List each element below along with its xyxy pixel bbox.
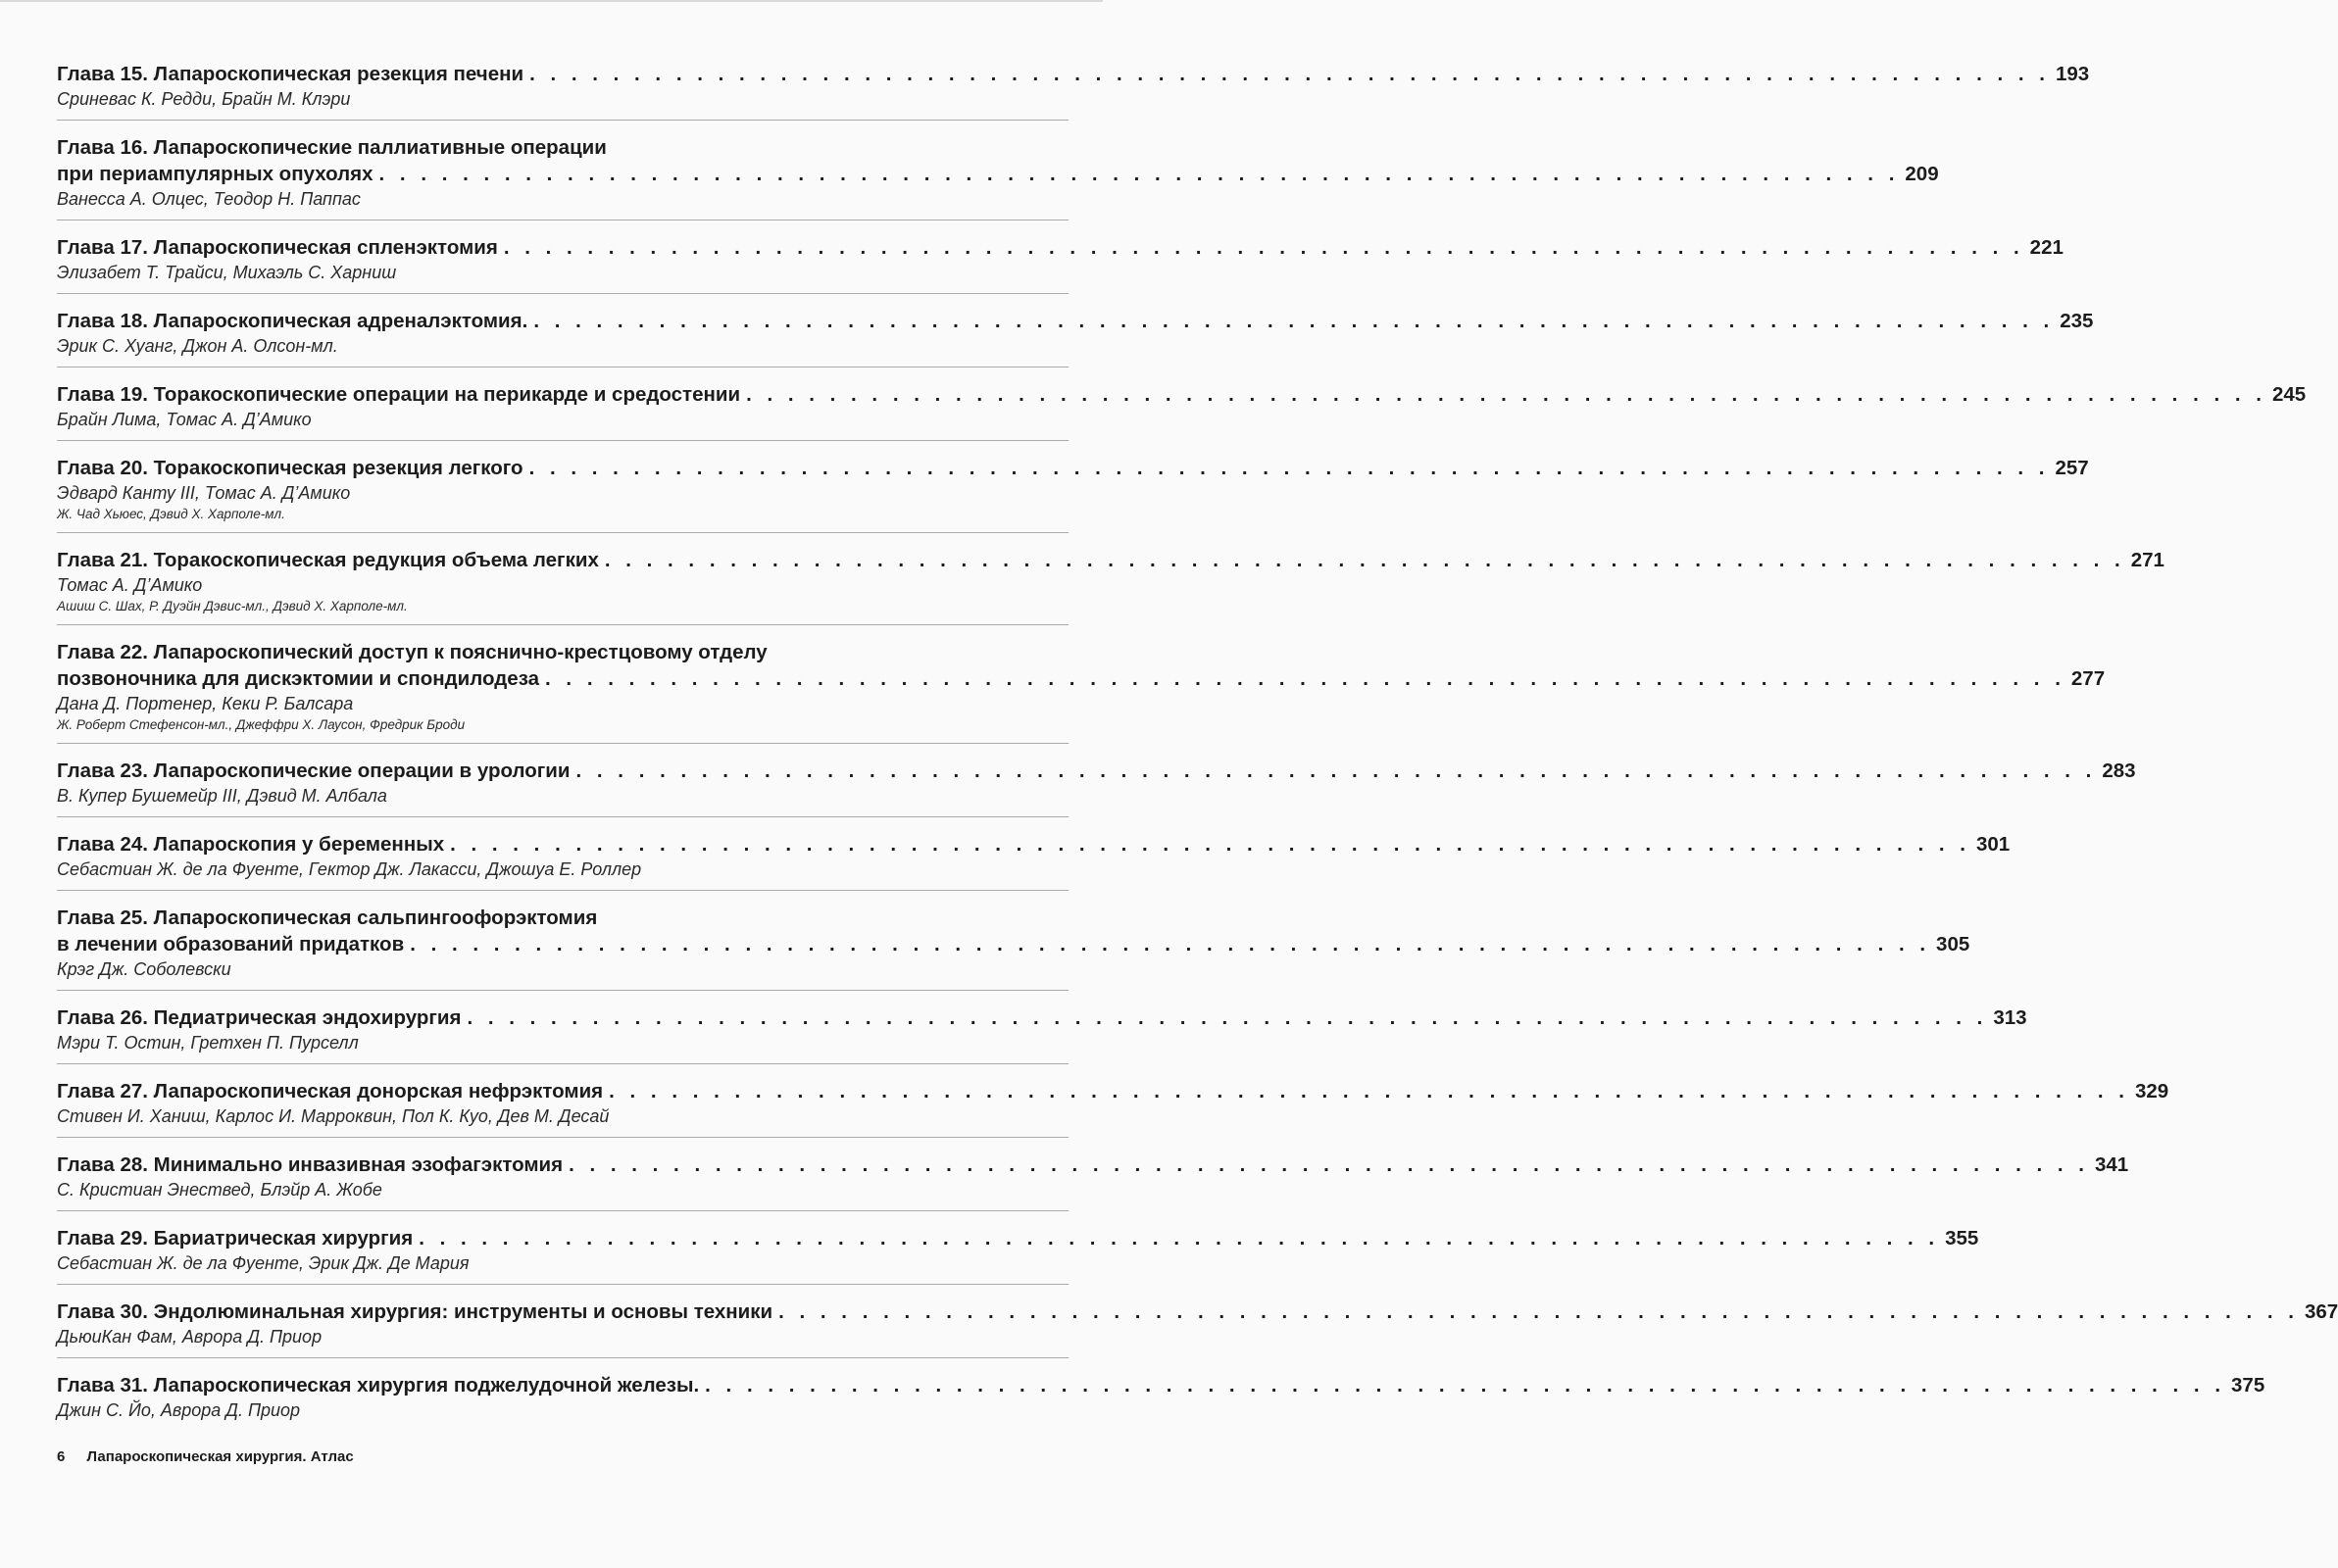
chapter-authors: Сриневас К. Редди, Брайн М. Клэри [57, 89, 351, 109]
toc-entry[interactable] [57, 825, 2011, 891]
toc-entry[interactable] [57, 541, 2164, 625]
chapter-page-number: 355 [1945, 1227, 1979, 1250]
dot-leader: . . . . . . . . . . . . . . . . . . . . . . . . . . . . . . . . . . . . . . . . . . . . . . . . . . . . . . . . . . . . . . . . . . . . . . . . . [609, 1080, 2129, 1102]
chapter-page-number: 341 [2094, 1153, 2129, 1176]
chapter-page-number: 305 [1936, 933, 1970, 956]
toc-entry[interactable] [57, 1219, 1979, 1285]
dot-leader: . . . . . . . . . . . . . . . . . . . . . . . . . . . . . . . . . . . . . . . . . . . . . . . . . . . . . . . . . . . . . . . . . . . . . . . . . [503, 236, 2024, 259]
toc-entry[interactable] [57, 128, 1939, 220]
chapter-authors: Крэг Дж. Соболевски [57, 959, 231, 979]
table-of-contents [57, 55, 2338, 1439]
chapter-title: Глава 23. Лапароскопические операции в урологии [57, 760, 571, 782]
chapter-authors: С. Кристиан Энествед, Блэйр А. Жобе [57, 1180, 382, 1200]
chapter-page-number: 329 [2135, 1080, 2169, 1102]
toc-entry[interactable] [57, 449, 2089, 533]
chapter-title-line: Глава 22. Лапароскопический доступ к пояснично-крестцовому отделу [57, 641, 768, 663]
chapter-page-number: 301 [1975, 833, 2011, 856]
toc-entry[interactable] [57, 899, 1970, 991]
chapter-co-authors: Ж. Чад Хьюес, Дэвид Х. Харполе-мл. [57, 507, 285, 521]
chapter-title: Глава 29. Бариатрическая хирургия [57, 1227, 414, 1250]
chapter-title-row [57, 161, 1939, 187]
chapter-page-number: 313 [1993, 1006, 2027, 1029]
chapter-title-row [57, 831, 2011, 858]
chapter-title: Глава 27. Лапароскопическая донорская нефрэктомия [57, 1080, 604, 1102]
chapter-authors: Мэри Т. Остин, Гретхен П. Пурселл [57, 1033, 359, 1053]
chapter-title: позвоночника для дискэктомии и спондилодеза [57, 667, 540, 690]
toc-entry[interactable] [57, 375, 2307, 441]
chapter-title: Глава 30. Эндолюминальная хирургия: инструменты и основы техники [57, 1300, 773, 1323]
chapter-page-number: 375 [2231, 1374, 2265, 1396]
footer-book-title: Лапароскопическая хирургия. Атлас [86, 1448, 354, 1465]
chapter-authors: Элизабет Т. Трайси, Михаэль С. Харниш [57, 263, 397, 282]
chapter-title-row [57, 1225, 1979, 1251]
chapter-page-number: 193 [2055, 63, 2090, 85]
chapter-title: Глава 28. Минимально инвазивная эзофагэктомия [57, 1153, 564, 1176]
chapter-page-number: 271 [2130, 549, 2164, 571]
chapter-page-number: 367 [2304, 1300, 2338, 1323]
chapter-title-row [57, 1004, 2027, 1031]
chapter-title-row [57, 1298, 2338, 1325]
page-footer [57, 1448, 354, 1465]
chapter-title-row [57, 1152, 2129, 1178]
dot-leader: . . . . . . . . . . . . . . . . . . . . . . . . . . . . . . . . . . . . . . . . . . . . . . . . . . . . . . . . . . . . . . . . . . . . . . . . . [410, 933, 1931, 956]
chapter-title-row [57, 61, 2090, 87]
chapter-title-line: Глава 25. Лапароскопическая сальпингоофорэктомия [57, 906, 598, 929]
toc-entry[interactable] [57, 302, 2094, 368]
chapter-title-row [57, 234, 2064, 261]
chapter-title-row [57, 1078, 2169, 1104]
chapter-authors: Себастиан Ж. де ла Фуенте, Гектор Дж. Лакасси, Джошуа Е. Роллер [57, 859, 642, 879]
chapter-title-row [57, 758, 2136, 784]
toc-entry[interactable] [57, 999, 2027, 1064]
chapter-title-row [57, 308, 2094, 334]
chapter-authors: Эдвард Канту III, Томас А. Д’Амико [57, 483, 351, 503]
chapter-title: Глава 19. Торакоскопические операции на перикарде и средостении [57, 383, 741, 406]
chapter-authors: Дана Д. Портенер, Кеки Р. Балсара [57, 694, 354, 713]
chapter-authors: Эрик С. Хуанг, Джон А. Олсон-мл. [57, 336, 338, 356]
dot-leader: . . . . . . . . . . . . . . . . . . . . . . . . . . . . . . . . . . . . . . . . . . . . . . . . . . . . . . . . . . . . . . . . . . . . . . . . . [746, 383, 2266, 406]
dot-leader: . . . . . . . . . . . . . . . . . . . . . . . . . . . . . . . . . . . . . . . . . . . . . . . . . . . . . . . . . . . . . . . . . . . . . . . . . [569, 1153, 2089, 1176]
dot-leader: . . . . . . . . . . . . . . . . . . . . . . . . . . . . . . . . . . . . . . . . . . . . . . . . . . . . . . . . . . . . . . . . . . . . . . . . . [528, 457, 2050, 479]
chapter-title: Глава 24. Лапароскопия у беременных [57, 833, 445, 856]
dot-leader: . . . . . . . . . . . . . . . . . . . . . . . . . . . . . . . . . . . . . . . . . . . . . . . . . . . . . . . . . . . . . . . . . . . . . . . . . [533, 310, 2055, 332]
toc-entry[interactable] [57, 1366, 2265, 1431]
chapter-title: Глава 31. Лапароскопическая хирургия поджелудочной железы. [57, 1374, 700, 1396]
chapter-page-number: 245 [2271, 383, 2307, 406]
chapter-authors: Стивен И. Ханиш, Карлос И. Марроквин, Пол К. Куо, Дев М. Десай [57, 1106, 610, 1126]
chapter-title-row [57, 931, 1970, 957]
chapter-page-number: 283 [2102, 760, 2136, 782]
dot-leader: . . . . . . . . . . . . . . . . . . . . . . . . . . . . . . . . . . . . . . . . . . . . . . . . . . . . . . . . . . . . . . . . . . . . . . . . . [450, 833, 1970, 856]
footer-page-number: 6 [57, 1448, 66, 1465]
chapter-page-number: 209 [1905, 163, 1939, 185]
toc-entry[interactable] [57, 1293, 2338, 1358]
toc-entry[interactable] [57, 55, 2090, 121]
dot-leader: . . . . . . . . . . . . . . . . . . . . . . . . . . . . . . . . . . . . . . . . . . . . . . . . . . . . . . . . . . . . . . . . . . . . . . . . . [378, 163, 1900, 185]
chapter-page-number: 277 [2070, 667, 2106, 690]
chapter-title: при периампулярных опухолях [57, 163, 373, 185]
chapter-title: Глава 21. Торакоскопическая редукция объема легких [57, 549, 599, 571]
chapter-co-authors: Ж. Роберт Стефенсон-мл., Джеффри Х. Лаусон, Фредрик Броди [57, 717, 466, 732]
chapter-authors: В. Купер Бушемейр III, Дэвид М. Албала [57, 786, 387, 806]
dot-leader: . . . . . . . . . . . . . . . . . . . . . . . . . . . . . . . . . . . . . . . . . . . . . . . . . . . . . . . . . . . . . . . . . . . . . . . . . [467, 1006, 1988, 1029]
dot-leader: . . . . . . . . . . . . . . . . . . . . . . . . . . . . . . . . . . . . . . . . . . . . . . . . . . . . . . . . . . . . . . . . . . . . . . . . . [545, 667, 2065, 690]
chapter-title: Глава 17. Лапароскопическая спленэктомия [57, 236, 498, 259]
chapter-authors: Ванесса А. Олцес, Теодор Н. Паппас [57, 189, 361, 209]
dot-leader: . . . . . . . . . . . . . . . . . . . . . . . . . . . . . . . . . . . . . . . . . . . . . . . . . . . . . . . . . . . . . . . . . . . . . . . . . [604, 549, 2125, 571]
top-rule [0, 0, 1103, 2]
dot-leader: . . . . . . . . . . . . . . . . . . . . . . . . . . . . . . . . . . . . . . . . . . . . . . . . . . . . . . . . . . . . . . . . . . . . . . . . . [419, 1227, 1940, 1250]
chapter-title-line: Глава 16. Лапароскопические паллиативные операции [57, 136, 607, 159]
chapter-title: Глава 15. Лапароскопическая резекция печени [57, 63, 524, 85]
toc-entry[interactable] [57, 228, 2064, 294]
chapter-page-number: 235 [2060, 310, 2094, 332]
chapter-title: Глава 26. Педиатрическая эндохирургия [57, 1006, 462, 1029]
chapter-page-number: 257 [2055, 457, 2089, 479]
chapter-authors: Томас А. Д’Амико [57, 575, 203, 595]
chapter-authors: Джин С. Йо, Аврора Д. Приор [57, 1400, 301, 1420]
chapter-page-number: 221 [2029, 236, 2064, 259]
chapter-authors: ДьюиКан Фам, Аврора Д. Приор [57, 1327, 323, 1347]
chapter-title: Глава 20. Торакоскопическая резекция легкого [57, 457, 523, 479]
dot-leader: . . . . . . . . . . . . . . . . . . . . . . . . . . . . . . . . . . . . . . . . . . . . . . . . . . . . . . . . . . . . . . . . . . . . . . . . . [705, 1374, 2226, 1396]
chapter-title: в лечении образований придатков [57, 933, 405, 956]
chapter-authors: Брайн Лима, Томас А. Д’Амико [57, 410, 312, 429]
chapter-title: Глава 18. Лапароскопическая адреналэктомия. [57, 310, 528, 332]
toc-entry[interactable] [57, 752, 2136, 817]
toc-entry[interactable] [57, 1146, 2129, 1211]
chapter-title-row [57, 1372, 2265, 1398]
dot-leader: . . . . . . . . . . . . . . . . . . . . . . . . . . . . . . . . . . . . . . . . . . . . . . . . . . . . . . . . . . . . . . . . . . . . . . . . . [575, 760, 2097, 782]
toc-entry[interactable] [57, 633, 2106, 744]
chapter-title-row [57, 455, 2089, 481]
chapter-title-row [57, 381, 2307, 408]
dot-leader: . . . . . . . . . . . . . . . . . . . . . . . . . . . . . . . . . . . . . . . . . . . . . . . . . . . . . . . . . . . . . . . . . . . . . . . . . [529, 63, 2050, 85]
chapter-authors: Себастиан Ж. де ла Фуенте, Эрик Дж. Де Мария [57, 1253, 470, 1273]
chapter-title-row [57, 665, 2106, 692]
dot-leader: . . . . . . . . . . . . . . . . . . . . . . . . . . . . . . . . . . . . . . . . . . . . . . . . . . . . . . . . . . . . . . . . . . . . . . . . . [778, 1300, 2299, 1323]
chapter-title-row [57, 547, 2164, 573]
chapter-co-authors: Ашиш С. Шах, Р. Дуэйн Дэвис-мл., Дэвид Х. Харполе-мл. [57, 599, 408, 613]
toc-entry[interactable] [57, 1072, 2169, 1138]
